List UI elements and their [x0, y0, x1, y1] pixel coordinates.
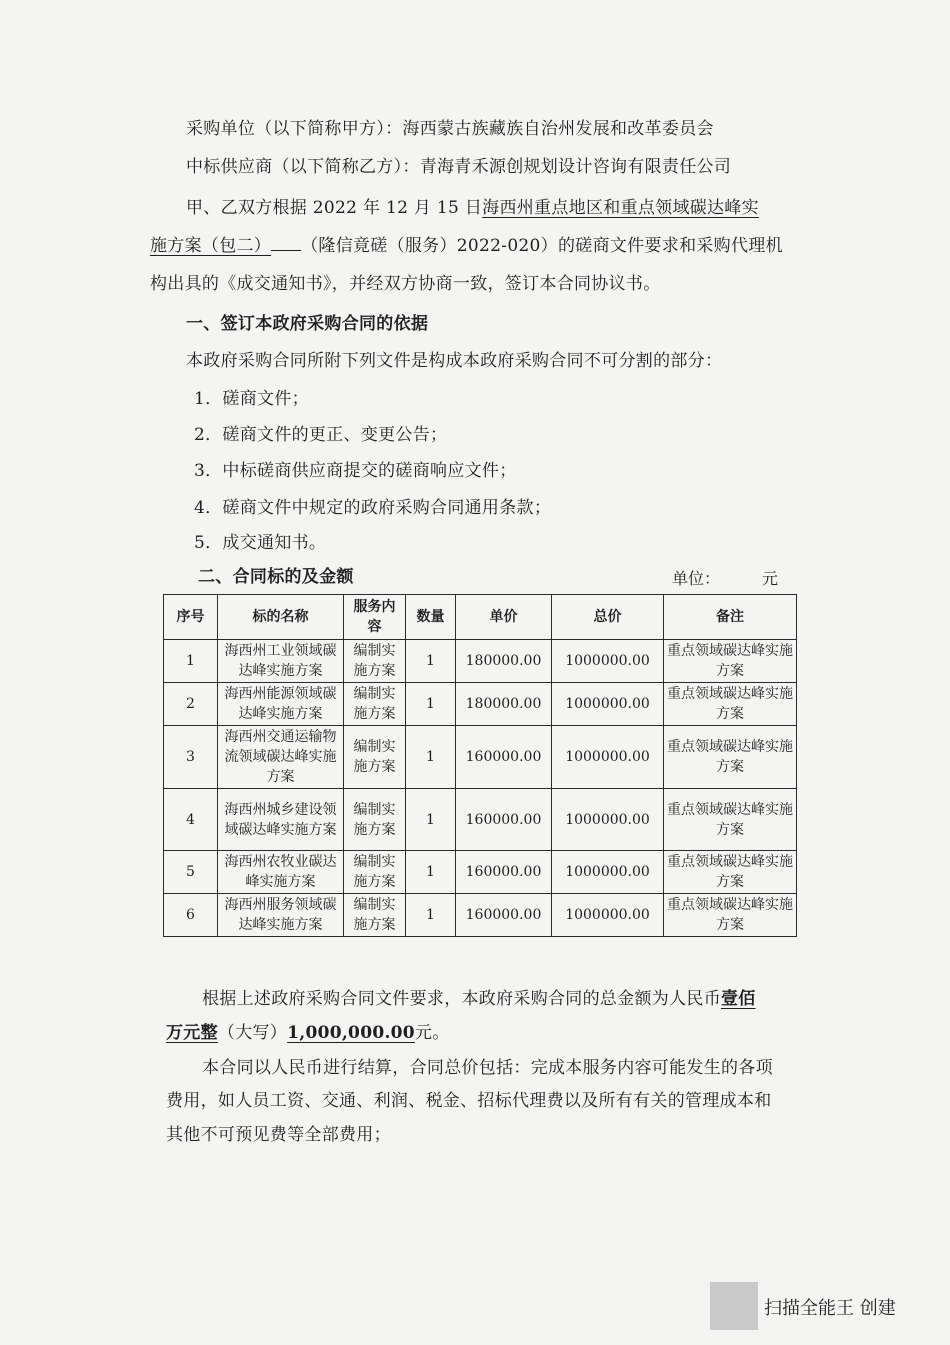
table-row	[164, 894, 797, 937]
intro-line-3: 构出具的《成交通知书》，并经双方协商一致，签订本合同协议书。	[150, 274, 661, 294]
cell-no: 4	[164, 789, 218, 851]
supplier-line: 中标供应商（以下简称乙方）：青海青禾源创规划设计咨询有限责任公司	[186, 157, 732, 177]
cell-unit-price: 180000.00	[456, 683, 552, 726]
project-name-part2: 施方案（包二）	[150, 236, 272, 256]
header-total: 总价	[552, 595, 664, 640]
table-row	[164, 789, 797, 851]
cell-total: 1000000.00	[552, 789, 664, 851]
cell-content: 编制实施方案	[344, 683, 406, 726]
scanner-watermark: 扫描全能王 创建	[764, 1298, 896, 1319]
cell-total: 1000000.00	[552, 894, 664, 937]
table-header-row	[164, 595, 797, 640]
cell-remark: 重点领域碳达峰实施方案	[664, 640, 797, 683]
amount-line-2	[166, 1022, 450, 1044]
table-row	[164, 726, 797, 789]
basis-item-2: 2．磋商文件的更正、变更公告；	[194, 425, 448, 445]
cell-no: 1	[164, 640, 218, 683]
cell-remark: 重点领域碳达峰实施方案	[664, 789, 797, 851]
cell-total: 1000000.00	[552, 683, 664, 726]
project-name-part1: 海西州重点地区和重点领域碳达峰实	[482, 198, 759, 218]
header-name: 标的名称	[218, 595, 344, 640]
amount-words-part1: 壹佰	[721, 989, 756, 1009]
amount-currency: 元。	[414, 1023, 450, 1043]
cell-unit-price: 160000.00	[456, 851, 552, 894]
cell-name: 海西州农牧业碳达峰实施方案	[218, 851, 344, 894]
basis-item-5: 5．成交通知书。	[194, 533, 327, 553]
intro-line-1	[186, 197, 759, 219]
cell-no: 6	[164, 894, 218, 937]
cell-unit-price: 160000.00	[456, 726, 552, 789]
basis-item-4: 4．磋商文件中规定的政府采购合同通用条款；	[194, 498, 552, 518]
cell-total: 1000000.00	[552, 851, 664, 894]
cell-name: 海西州服务领域碳达峰实施方案	[218, 894, 344, 937]
section1-desc: 本政府采购合同所附下列文件是构成本政府采购合同不可分割的部分：	[186, 351, 723, 371]
cell-unit-price: 160000.00	[456, 894, 552, 937]
scanner-logo-icon	[710, 1282, 758, 1330]
amount-line-1	[202, 988, 756, 1010]
contract-items-table	[163, 594, 797, 937]
cell-content: 编制实施方案	[344, 894, 406, 937]
basis-item-1: 1．磋商文件；	[194, 389, 309, 409]
header-unit-price: 单价	[456, 595, 552, 640]
cell-remark: 重点领域碳达峰实施方案	[664, 683, 797, 726]
buyer-line: 采购单位（以下简称甲方）：海西蒙古族藏族自治州发展和改革委员会	[186, 119, 714, 139]
section1-title: 一、签订本政府采购合同的依据	[186, 314, 429, 334]
cell-unit-price: 180000.00	[456, 640, 552, 683]
header-no: 序号	[164, 595, 218, 640]
intro-date-text: 甲、乙双方根据 2022 年 12 月 15 日	[186, 198, 483, 218]
cell-no: 2	[164, 683, 218, 726]
cell-unit-price: 160000.00	[456, 789, 552, 851]
cell-no: 3	[164, 726, 218, 789]
cell-remark: 重点领域碳达峰实施方案	[664, 851, 797, 894]
currency-unit	[672, 566, 778, 589]
basis-item-3: 3．中标磋商供应商提交的磋商响应文件；	[194, 461, 517, 481]
amount-intro: 根据上述政府采购合同文件要求，本政府采购合同的总金额为人民币	[202, 989, 721, 1009]
section2-title: 二、合同标的及金额	[198, 567, 354, 587]
settlement-line-2: 费用，如人员工资、交通、利润、税金、招标代理费以及所有有关的管理成本和	[166, 1091, 772, 1111]
cell-remark: 重点领域碳达峰实施方案	[664, 894, 797, 937]
cell-qty: 1	[406, 683, 456, 726]
cell-total: 1000000.00	[552, 726, 664, 789]
cell-qty: 1	[406, 851, 456, 894]
intro-line-2	[150, 235, 783, 257]
cell-content: 编制实施方案	[344, 726, 406, 789]
cell-qty: 1	[406, 894, 456, 937]
cell-qty: 1	[406, 726, 456, 789]
table-row	[164, 851, 797, 894]
header-content: 服务内容	[344, 595, 406, 640]
unit-value: 元	[762, 569, 779, 588]
amount-words-part2: 万元整	[166, 1023, 218, 1043]
settlement-line-1: 本合同以人民币进行结算，合同总价包括：完成本服务内容可能发生的各项	[202, 1058, 773, 1078]
table-row	[164, 640, 797, 683]
cell-qty: 1	[406, 789, 456, 851]
settlement-line-3: 其他不可预见费等全部费用；	[166, 1125, 391, 1145]
cell-remark: 重点领域碳达峰实施方案	[664, 726, 797, 789]
cell-name: 海西州交通运输物流领域碳达峰实施方案	[218, 726, 344, 789]
cell-name: 海西州城乡建设领域碳达峰实施方案	[218, 789, 344, 851]
amount-capital-label: （大写）	[217, 1023, 288, 1043]
amount-figure: 1,000,000.00	[287, 1023, 415, 1043]
cell-name: 海西州能源领域碳达峰实施方案	[218, 683, 344, 726]
cell-content: 编制实施方案	[344, 789, 406, 851]
cell-content: 编制实施方案	[344, 640, 406, 683]
header-remark: 备注	[664, 595, 797, 640]
cell-name: 海西州工业领域碳达峰实施方案	[218, 640, 344, 683]
header-qty: 数量	[406, 595, 456, 640]
project-code-text: （隆信竟磋（服务）2022-020）的磋商文件要求和采购代理机	[301, 236, 783, 256]
cell-no: 5	[164, 851, 218, 894]
cell-content: 编制实施方案	[344, 851, 406, 894]
table-row	[164, 683, 797, 726]
unit-label: 单位：	[672, 569, 721, 588]
cell-qty: 1	[406, 640, 456, 683]
cell-total: 1000000.00	[552, 640, 664, 683]
